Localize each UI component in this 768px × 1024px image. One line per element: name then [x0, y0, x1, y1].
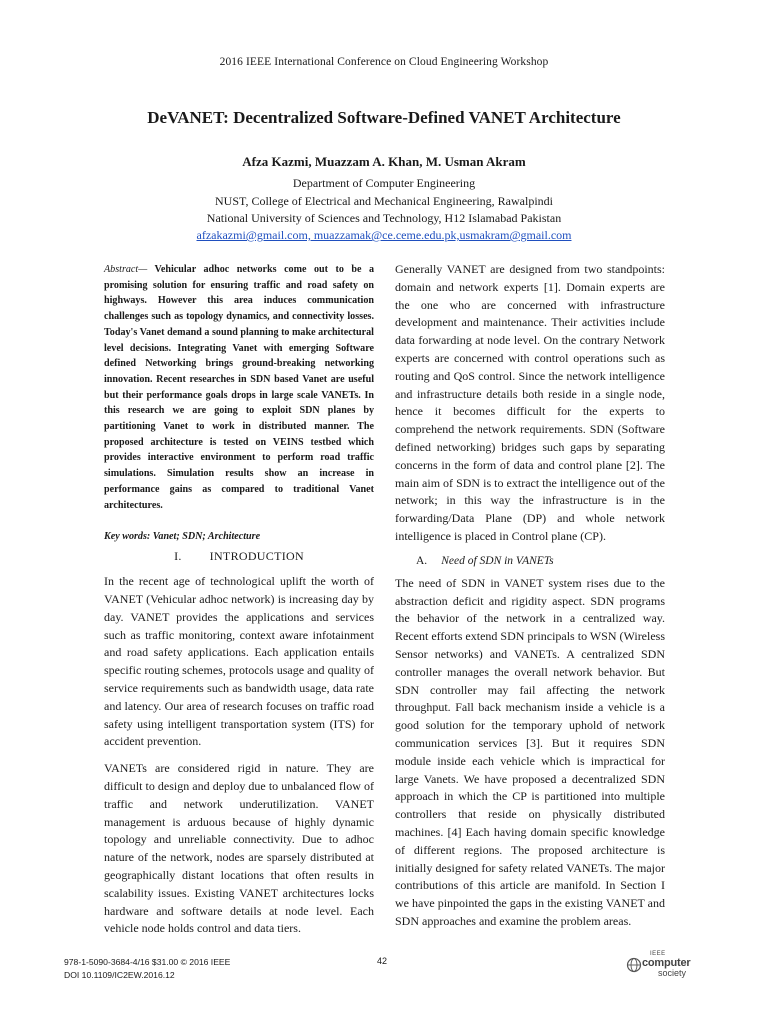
- ieee-computer-society-logo: [626, 951, 706, 981]
- page-number: 42: [377, 956, 388, 966]
- globe-icon: [626, 957, 642, 973]
- logo-ieee-text: IEEE: [650, 951, 666, 957]
- logo-society-text: society: [658, 968, 687, 978]
- author-emails-link[interactable]: afzakazmi@gmail.com, muazzamak@ce.ceme.edu.pk,usmakram@gmail.com: [196, 228, 572, 242]
- paper-title: DeVANET: Decentralized Software-Defined VANET Architecture: [147, 108, 621, 127]
- abstract: [104, 262, 374, 513]
- author-list: Afza Kazmi, Muazzam A. Khan, M. Usman Akram: [242, 154, 526, 169]
- footer-isbn: 978-1-5090-3684-4/16 $31.00 © 2016 IEEE: [64, 957, 231, 967]
- intro-paragraph-2: VANETs are considered rigid in nature. They are difficult to design and deploy due to unbalanced flow of traffic and network underutilization. VANET management is arduous because of highly dynamic topology and unreliable connectivity. Due to adhoc nature of the network, nodes are sparsely distributed at geographically distant locations that often results in scalability issues. Existing VANET architectures locks hardware and software details at node level. Each vehicle node holds control and data tiers.: [104, 761, 374, 936]
- affiliation-department: Department of Computer Engineering: [292, 176, 476, 190]
- subsection-number: A.: [416, 554, 428, 567]
- abstract-text: Vehicular adhoc networks come out to be a promising solution for ensuring traffic and road safety on highways. However this area induces communication challenges such as topology dynamics, and connectivity losses. Today's Vanet demand a sound planning to make architectural level decisions. Integrating Vanet with emerging Software defined Networking brings ground-breaking networking innovation. Recent researches in SDN based Vanet are useful but their performance goals drops in large scale VANETs. In this research we are going to exploit SDN planes by partitioning Vanet to work in distributed manner. The proposed architecture is tested on VEINS testbed which provides interactive environment to perform road traffic simulations. Simulation results show an increase in performance gains as compared to traditional Vanet architectures.: [104, 264, 374, 511]
- section-heading-introduction: [104, 549, 374, 564]
- abstract-lead: Abstract—: [104, 264, 148, 275]
- subsection-heading-need-of-sdn: [395, 555, 665, 567]
- affiliation-university: National University of Sciences and Technology, H12 Islamabad Pakistan: [206, 211, 562, 225]
- subsection-title: Need of SDN in VANETs: [441, 554, 554, 567]
- section-number: I.: [174, 549, 182, 564]
- intro-paragraph-1: In the recent age of technological uplift the worth of VANET (Vehicular adhoc network) is increasing day by day. VANET provides the applications and services such as traffic monitoring, context aware infotainment and road safety applications. Each application entails specific routing schemes, protocols usage and quality of service requirements such as bandwidth usage, data rate and latency. Our area of research focuses on traffic road safety using intelligent transportation system (ITS) for accident prevention.: [104, 574, 374, 749]
- right-intro-paragraph: Generally VANET are designed from two standpoints: domain and network experts [1]. Domain experts are the one who are concerned with infrastructure development and maintenance. Their activities include data forwarding at node level. On the contrary Network experts are concerned with control operations such as routing and QoS control. Since the network intelligence and infrastructure details both reside in a single node, hence it becomes difficult for the experts to comprehend the network requirements. SDN (Software defined networking) bridges such gaps by separating concerns in the form of data and control plane [2]. The main aim of SDN is to extract the intelligence out of the network; in this way the infrastructure is in the forwarding/Data Plane (DP) and whole network intelligence is placed in Control plane (CP).: [395, 262, 665, 543]
- footer-copyright: [64, 956, 230, 982]
- right-column: [395, 261, 665, 940]
- left-column: [104, 262, 374, 947]
- keywords: Key words: Vanet; SDN; Architecture: [104, 531, 261, 543]
- logo-computer-text: computer: [642, 957, 691, 969]
- section-title: INTRODUCTION: [209, 549, 304, 564]
- conference-header: 2016 IEEE International Conference on Cloud Engineering Workshop: [219, 56, 549, 68]
- subsection-paragraph: The need of SDN in VANET system rises due to the abstraction deficit and rigidity aspect. SDN programs the behavior of the network in a centralized way. Recent efforts extend SDN principals to WSN (Wireless Sensor networks) and VANETs. A centralized SDN controller manages the overall network behavior. But SDN controller may fail affecting the network throughput. Fall back mechanism inside a vehicle is a good solution for the temporary uphold of network communication services [3]. But it requires SDN module inside each vehicle which is impractical for large Vanets. We have proposed a decentralized SDN approach in which the CP is partitioned into multiple controllers that reside on physically distributed machines. [4] Each having domain specific knowledge of different regions. The proposed architecture is initially designed for safety related VANETs. The major contributions of this article are manifold. In Section I we have pinpointed the gaps in the existing VANET and SDN approaches and examine the problem areas.: [395, 575, 666, 928]
- affiliation-college: NUST, College of Electrical and Mechanical Engineering, Rawalpindi: [215, 194, 553, 208]
- footer-doi: DOI 10.1109/IC2EW.2016.12: [64, 970, 175, 980]
